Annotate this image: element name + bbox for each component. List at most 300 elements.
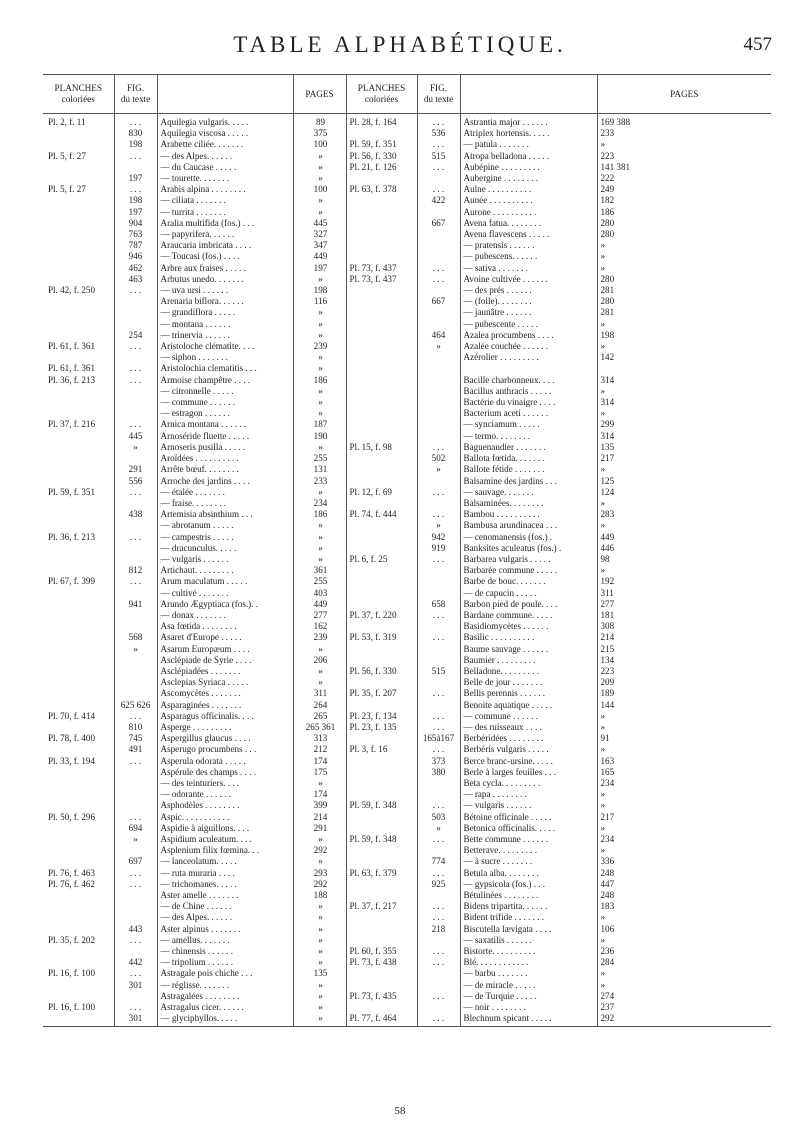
left-fig-cell: 198 <box>114 195 157 206</box>
left-entry-cell: — citronnelle . . . . . <box>157 386 293 397</box>
table-row <box>43 532 771 543</box>
left-entry-cell: Arroche des jardins . . . . <box>157 476 293 487</box>
right-fig-cell <box>417 229 460 240</box>
right-plate-cell: Pl. 59, f. 351 <box>346 139 417 150</box>
table-row <box>43 162 771 173</box>
right-pages-cell: » <box>597 498 771 509</box>
right-pages-cell: 125 <box>597 476 771 487</box>
right-pages-cell: 314 <box>597 431 771 442</box>
left-entry-cell: — des teinturiers. . . . <box>157 778 293 789</box>
left-fig-cell: . . . <box>114 114 157 129</box>
table-row <box>43 980 771 991</box>
right-fig-cell: » <box>417 464 460 475</box>
right-fig-cell: . . . <box>417 554 460 565</box>
left-plate-cell: Pl. 42, f. 250 <box>48 285 95 296</box>
right-entry-cell: Betonica officinalis. . . . . <box>460 823 597 834</box>
left-pages-cell: » <box>293 207 346 218</box>
right-pages-cell: 217 <box>597 453 771 464</box>
left-plate-cell <box>43 677 114 688</box>
table-row <box>43 263 771 274</box>
left-fig-cell: 904 <box>114 218 157 229</box>
right-pages-cell: 234 <box>597 834 771 845</box>
left-entry-cell: — tripolium . . . . . . <box>157 957 293 968</box>
right-pages-cell: 248 <box>597 868 771 879</box>
right-entry-cell: Bident trifide . . . . . . . <box>460 912 597 923</box>
right-plate-cell: Pl. 21, f. 126 <box>346 162 417 173</box>
left-fig-cell <box>114 408 157 419</box>
table-row <box>43 666 771 677</box>
left-entry-cell: Artemisia absinthium . . . <box>157 509 293 520</box>
right-plate-cell <box>346 240 417 251</box>
left-entry-cell: Asphodèles . . . . . . . . <box>157 800 293 811</box>
left-entry-cell: Artichaut. . . . . . . . . <box>157 565 293 576</box>
right-plate-cell <box>346 195 417 206</box>
right-pages-cell: 274 <box>597 991 771 1002</box>
right-entry-cell: — sauvage. . . . . . . <box>460 487 597 498</box>
right-plate-cell <box>346 375 417 386</box>
table-row <box>43 856 771 867</box>
right-pages-cell: » <box>597 968 771 979</box>
right-fig-cell <box>417 588 460 599</box>
right-fig-cell: 373 <box>417 756 460 767</box>
right-entry-cell: — de Turquie . . . . . <box>460 991 597 1002</box>
left-plate-cell: Pl. 61, f. 361 <box>48 341 95 352</box>
table-row <box>43 476 771 487</box>
right-entry-cell: — pratensis . . . . . . <box>460 240 597 251</box>
right-fig-cell: . . . <box>417 722 460 733</box>
right-fig-cell: . . . <box>417 834 460 845</box>
table-row <box>43 330 771 341</box>
right-pages-cell: 280 <box>597 296 771 307</box>
right-entry-cell: — rapa . . . . . . . . <box>460 789 597 800</box>
right-plate-cell <box>346 543 417 554</box>
left-pages-cell: 100 <box>293 184 346 195</box>
right-plate-cell: Pl. 74, f. 444 <box>346 509 417 520</box>
right-pages-cell: 277 <box>597 599 771 610</box>
left-plate-cell <box>43 722 114 733</box>
table-row <box>43 812 771 823</box>
left-entry-cell: Aspergillus glaucus . . . . <box>157 733 293 744</box>
left-fig-cell: 812 <box>114 565 157 576</box>
right-fig-cell: 774 <box>417 856 460 867</box>
left-plate-cell <box>43 173 114 184</box>
right-entry-cell: — saxatilis . . . . . . <box>460 935 597 946</box>
left-fig-cell <box>114 397 157 408</box>
left-entry-cell: Arnoséride fluette . . . . . <box>157 431 293 442</box>
left-entry-cell: Aralia multifida (fos.) . . . <box>157 218 293 229</box>
table-row <box>43 935 771 946</box>
table-row <box>43 599 771 610</box>
right-fig-cell: 515 <box>417 151 460 162</box>
right-pages-cell: » <box>597 789 771 800</box>
left-plate-cell <box>43 980 114 991</box>
left-plate-cell: Pl. 61, f. 361 <box>48 363 95 374</box>
index-body <box>43 114 771 1027</box>
right-entry-cell: — sativa . . . . . . . <box>460 263 597 274</box>
left-plate-cell <box>43 599 114 610</box>
left-entry-cell: Astragale pois chiche . . . <box>157 968 293 979</box>
col-header-pages-2: PAGES <box>597 75 771 114</box>
left-plate-cell <box>43 442 114 453</box>
table-row <box>43 588 771 599</box>
table-row <box>43 487 771 498</box>
right-plate-cell <box>346 644 417 655</box>
right-entry-cell: — synciamum . . . . . <box>460 419 597 430</box>
right-fig-cell: . . . <box>417 946 460 957</box>
left-fig-cell <box>114 307 157 318</box>
right-pages-cell: » <box>597 240 771 251</box>
right-entry-cell: — de miracle . . . . . <box>460 980 597 991</box>
left-plate-cell <box>43 565 114 576</box>
right-pages-cell: 169 388 <box>597 114 771 129</box>
left-fig-cell <box>114 901 157 912</box>
left-entry-cell: — cultivé . . . . . . . <box>157 588 293 599</box>
right-pages-cell: » <box>597 319 771 330</box>
right-entry-cell: Baumier . . . . . . . . . <box>460 655 597 666</box>
left-pages-cell: 89 <box>293 114 346 129</box>
right-fig-cell: 380 <box>417 767 460 778</box>
left-fig-cell: 810 <box>114 722 157 733</box>
right-pages-cell: » <box>597 139 771 150</box>
table-row <box>43 912 771 923</box>
left-fig-cell: 568 <box>114 632 157 643</box>
right-pages-cell: 215 <box>597 644 771 655</box>
left-fig-cell <box>114 655 157 666</box>
left-plate-cell <box>43 632 114 643</box>
left-pages-cell: 214 <box>293 812 346 823</box>
right-entry-cell: — (folle). . . . . . . . <box>460 296 597 307</box>
right-fig-cell: . . . <box>417 901 460 912</box>
left-entry-cell: — fraise. . . . . . . . <box>157 498 293 509</box>
left-pages-cell: 403 <box>293 588 346 599</box>
left-pages-cell: 239 <box>293 341 346 352</box>
right-entry-cell: — patula . . . . . . . <box>460 139 597 150</box>
right-plate-cell <box>346 588 417 599</box>
right-fig-cell: » <box>417 823 460 834</box>
right-pages-cell: 281 <box>597 307 771 318</box>
left-plate-cell <box>43 498 114 509</box>
right-pages-cell: 186 <box>597 207 771 218</box>
right-fig-cell: . . . <box>417 139 460 150</box>
left-entry-cell: — vulgaris . . . . . . <box>157 554 293 565</box>
left-plate-cell <box>43 991 114 1002</box>
right-fig-cell <box>417 644 460 655</box>
left-entry-cell: — ciliata . . . . . . . <box>157 195 293 206</box>
right-entry-cell: Aubépine . . . . . . . . . <box>460 162 597 173</box>
left-fig-cell <box>114 543 157 554</box>
left-fig-cell: 197 <box>114 173 157 184</box>
right-fig-cell: » <box>417 520 460 531</box>
left-plate-cell <box>43 845 114 856</box>
left-fig-cell: » <box>114 442 157 453</box>
left-fig-cell: 625 626 <box>114 700 157 711</box>
left-entry-cell: — réglisse. . . . . . . <box>157 980 293 991</box>
left-fig-cell <box>114 778 157 789</box>
right-plate-cell <box>346 565 417 576</box>
left-entry-cell: Arundo Ægyptiaca (fos.). . <box>157 599 293 610</box>
right-plate-cell <box>346 453 417 464</box>
left-pages-cell: 399 <box>293 800 346 811</box>
right-fig-cell: » <box>417 341 460 352</box>
left-plate-cell <box>43 901 114 912</box>
right-plate-cell <box>346 218 417 229</box>
left-plate-cell <box>43 856 114 867</box>
left-fig-cell <box>114 912 157 923</box>
left-entry-cell: Arabette ciliée. . . . . . . <box>157 139 293 150</box>
left-plate-cell <box>43 509 114 520</box>
left-plate-cell <box>43 128 114 139</box>
right-entry-cell: Belle de jour . . . . . . . <box>460 677 597 688</box>
right-fig-cell: . . . <box>417 263 460 274</box>
right-plate-cell <box>346 520 417 531</box>
left-entry-cell: Aspidium aculeatum. . . . <box>157 834 293 845</box>
right-plate-cell: Pl. 73, f. 437 <box>346 274 417 285</box>
right-fig-cell: . . . <box>417 957 460 968</box>
table-row <box>43 352 771 363</box>
left-pages-cell: 311 <box>293 688 346 699</box>
right-plate-cell: Pl. 15, f. 98 <box>346 442 417 453</box>
col-header-planches-2: PLANCHES coloriées <box>346 75 417 114</box>
right-entry-cell: Bidens tripartita. . . . . . <box>460 901 597 912</box>
left-plate-cell: Pl. 50, f. 296 <box>48 811 95 822</box>
left-fig-cell: 694 <box>114 823 157 834</box>
table-row <box>43 229 771 240</box>
right-entry-cell: Aunée . . . . . . . . . . <box>460 195 597 206</box>
left-pages-cell: 445 <box>293 218 346 229</box>
left-pages-cell: » <box>293 856 346 867</box>
right-pages-cell: » <box>597 722 771 733</box>
left-plate-cell <box>43 700 114 711</box>
right-entry-cell: Barbarée commune . . . . . <box>460 565 597 576</box>
left-entry-cell: Arum maculatum . . . . . <box>157 576 293 587</box>
table-header-row <box>43 75 771 114</box>
left-pages-cell: » <box>293 957 346 968</box>
right-entry-cell: Baume sauvage . . . . . . <box>460 644 597 655</box>
col-header-name-2 <box>460 75 597 114</box>
left-plate-cell <box>43 352 114 363</box>
left-entry-cell: Asclepias Syriaca . . . . . <box>157 677 293 688</box>
left-fig-cell: . . . <box>114 363 157 374</box>
col-header-planches: PLANCHES coloriées <box>43 75 114 114</box>
left-entry-cell: Arabis alpina . . . . . . . . <box>157 184 293 195</box>
table-row <box>43 363 771 374</box>
right-pages-cell: 217 <box>597 812 771 823</box>
right-entry-cell: — commune . . . . . . <box>460 711 597 722</box>
left-plate-cell: Pl. 33, f. 194 <box>48 755 95 766</box>
left-pages-cell: » <box>293 935 346 946</box>
right-plate-cell <box>346 756 417 767</box>
right-plate-cell <box>346 599 417 610</box>
right-pages-cell: 165 <box>597 767 771 778</box>
left-entry-cell: — estragon . . . . . . <box>157 408 293 419</box>
left-pages-cell: » <box>293 543 346 554</box>
table-row <box>43 114 771 129</box>
right-plate-cell <box>346 812 417 823</box>
left-plate-cell <box>43 890 114 901</box>
right-fig-cell <box>417 655 460 666</box>
right-fig-cell <box>417 240 460 251</box>
right-entry-cell: Blechnum spicant . . . . . <box>460 1013 597 1027</box>
left-plate-cell <box>43 218 114 229</box>
left-plate-cell <box>43 408 114 419</box>
right-plate-cell <box>346 431 417 442</box>
right-plate-cell: Pl. 56, f. 330 <box>346 151 417 162</box>
left-entry-cell: Arenaria biflora. . . . . . <box>157 296 293 307</box>
left-plate-cell <box>43 957 114 968</box>
right-plate-cell: Pl. 23, f. 135 <box>346 722 417 733</box>
right-entry-cell: Bellis perennis . . . . . . <box>460 688 597 699</box>
right-fig-cell <box>417 576 460 587</box>
right-pages-cell: » <box>597 408 771 419</box>
right-pages-cell: 249 <box>597 184 771 195</box>
right-entry-cell: Azérolier . . . . . . . . . <box>460 352 597 363</box>
left-fig-cell <box>114 520 157 531</box>
left-entry-cell: Asclépiadées . . . . . . . <box>157 666 293 677</box>
left-plate-cell <box>43 655 114 666</box>
right-pages-cell: 91 <box>597 733 771 744</box>
left-pages-cell: 188 <box>293 890 346 901</box>
left-fig-cell <box>114 800 157 811</box>
right-plate-cell <box>346 229 417 240</box>
right-plate-cell <box>346 980 417 991</box>
left-entry-cell: Aster alpinus . . . . . . . <box>157 924 293 935</box>
right-plate-cell: Pl. 23, f. 134 <box>346 711 417 722</box>
left-fig-cell <box>114 666 157 677</box>
right-entry-cell: Banksites aculeatus (fos.) . <box>460 543 597 554</box>
table-row <box>43 554 771 565</box>
right-entry-cell: — de capucin . . . . . <box>460 588 597 599</box>
left-entry-cell: — odorante . . . . . . <box>157 789 293 800</box>
left-fig-cell <box>114 554 157 565</box>
left-plate-cell <box>43 789 114 800</box>
right-entry-cell: Ballota fœtida. . . . . . . <box>460 453 597 464</box>
left-fig-cell <box>114 946 157 957</box>
left-pages-cell: 187 <box>293 419 346 430</box>
right-plate-cell: Pl. 63, f. 378 <box>346 184 417 195</box>
table-row <box>43 924 771 935</box>
left-fig-cell: 443 <box>114 924 157 935</box>
right-fig-cell <box>417 307 460 318</box>
left-entry-cell: Aristolochia clematitis . . . <box>157 363 293 374</box>
table-row <box>43 565 771 576</box>
table-row <box>43 655 771 666</box>
left-fig-cell <box>114 890 157 901</box>
left-fig-cell: . . . <box>114 184 157 195</box>
left-fig-cell: . . . <box>114 419 157 430</box>
right-pages-cell: 449 <box>597 532 771 543</box>
left-entry-cell: Aristoloche clématite. . . . <box>157 341 293 352</box>
right-plate-cell <box>346 856 417 867</box>
left-plate-cell: Pl. 70, f. 414 <box>48 710 95 721</box>
left-plate-cell: Pl. 2, f. 11 <box>48 117 86 127</box>
right-pages-cell: » <box>597 823 771 834</box>
right-plate-cell <box>346 285 417 296</box>
right-fig-cell: 503 <box>417 812 460 823</box>
left-plate-cell <box>43 431 114 442</box>
right-plate-cell <box>346 733 417 744</box>
right-fig-cell: . . . <box>417 162 460 173</box>
footer-signature: 58 <box>394 1105 406 1117</box>
left-fig-cell <box>114 688 157 699</box>
left-fig-cell: . . . <box>114 1002 157 1013</box>
right-pages-cell: 299 <box>597 419 771 430</box>
left-plate-cell <box>43 330 114 341</box>
right-pages-cell: » <box>597 464 771 475</box>
left-pages-cell: 277 <box>293 610 346 621</box>
left-pages-cell: » <box>293 352 346 363</box>
table-row <box>43 756 771 767</box>
table-row <box>43 296 771 307</box>
right-plate-cell <box>346 968 417 979</box>
right-fig-cell <box>417 621 460 632</box>
left-pages-cell: 186 <box>293 375 346 386</box>
left-plate-cell: Pl. 16, f. 100 <box>48 968 95 979</box>
left-fig-cell: . . . <box>114 968 157 979</box>
left-plate-cell <box>43 767 114 778</box>
right-plate-cell <box>346 363 417 374</box>
right-plate-cell <box>346 341 417 352</box>
left-entry-cell: — des Alpes. . . . . . <box>157 912 293 923</box>
left-entry-cell: Aster amelle . . . . . . . <box>157 890 293 901</box>
left-pages-cell: 206 <box>293 655 346 666</box>
table-row <box>43 341 771 352</box>
right-entry-cell: Beta cycla. . . . . . . . . <box>460 778 597 789</box>
left-entry-cell: — abrotanum . . . . . <box>157 520 293 531</box>
table-row <box>43 632 771 643</box>
table-row <box>43 722 771 733</box>
left-plate-cell <box>43 307 114 318</box>
left-fig-cell: 198 <box>114 139 157 150</box>
right-pages-cell: 308 <box>597 621 771 632</box>
left-entry-cell: Asa fœtida . . . . . . . . <box>157 621 293 632</box>
right-fig-cell: . . . <box>417 744 460 755</box>
right-plate-cell <box>346 576 417 587</box>
left-entry-cell: Asperge . . . . . . . . . <box>157 722 293 733</box>
right-entry-cell: — jaunâtre . . . . . . <box>460 307 597 318</box>
left-plate-cell: Pl. 59, f. 351 <box>48 486 95 497</box>
left-plate-cell: Pl. 67, f. 399 <box>48 576 95 587</box>
right-pages-cell <box>597 363 771 374</box>
right-entry-cell: Bistorte. . . . . . . . . . <box>460 946 597 957</box>
right-plate-cell <box>346 397 417 408</box>
left-entry-cell: Asperula odorata . . . . . <box>157 756 293 767</box>
right-entry-cell: Bardane commune. . . . . <box>460 610 597 621</box>
left-plate-cell <box>43 453 114 464</box>
right-fig-cell <box>417 1002 460 1013</box>
left-plate-cell: Pl. 36, f. 213 <box>48 374 95 385</box>
col-header-pages: PAGES <box>293 75 346 114</box>
right-pages-cell: 280 <box>597 218 771 229</box>
table-row <box>43 688 771 699</box>
right-plate-cell: Pl. 59, f. 348 <box>346 834 417 845</box>
left-fig-cell: . . . <box>114 487 157 498</box>
right-pages-cell: » <box>597 711 771 722</box>
left-plate-cell <box>43 274 114 285</box>
left-entry-cell: Arbre aux fraises . . . . . <box>157 263 293 274</box>
right-pages-cell: » <box>597 980 771 991</box>
right-plate-cell <box>346 924 417 935</box>
right-pages-cell: » <box>597 935 771 946</box>
right-plate-cell <box>346 330 417 341</box>
left-fig-cell: . . . <box>114 532 157 543</box>
right-plate-cell <box>346 879 417 890</box>
table-row <box>43 195 771 206</box>
left-fig-cell: . . . <box>114 868 157 879</box>
left-pages-cell: 190 <box>293 431 346 442</box>
left-entry-cell: — des Alpes. . . . . . <box>157 151 293 162</box>
right-pages-cell: 134 <box>597 655 771 666</box>
right-pages-cell: 223 <box>597 666 771 677</box>
